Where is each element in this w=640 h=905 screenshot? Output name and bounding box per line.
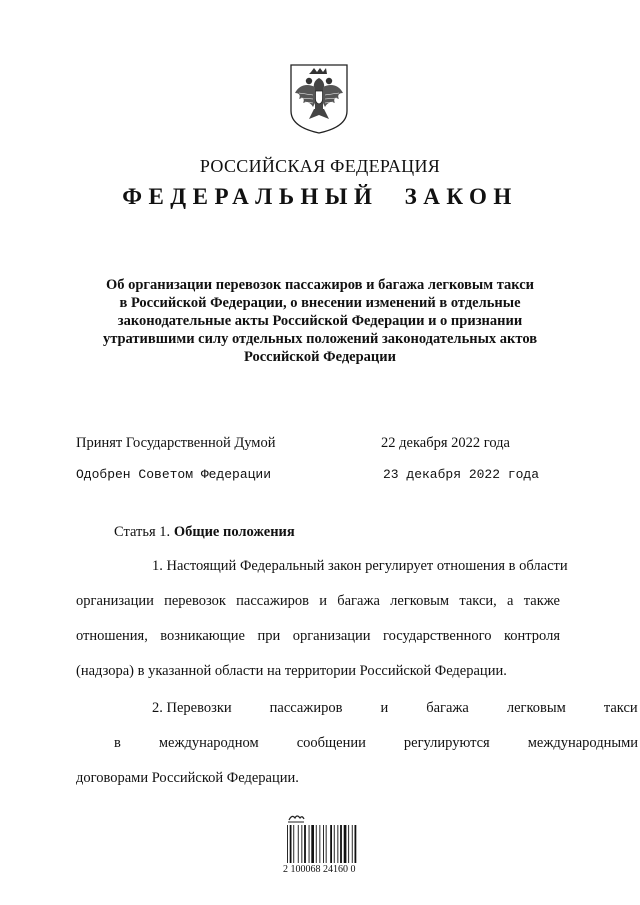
paragraph-line [76, 726, 639, 761]
word: такси [603, 700, 638, 716]
duma-adoption-row [76, 435, 566, 452]
word: международными [527, 735, 639, 751]
word: международном [158, 735, 259, 751]
law-title-line: Об организации перевозок пассажиров и багажа легковым такси [105, 277, 535, 293]
duma-adoption-label: Принят Государственной Думой [76, 435, 276, 451]
law-title [70, 276, 570, 366]
barcode [283, 812, 359, 882]
word: 2. Перевозки [152, 700, 232, 716]
paragraph-line [76, 654, 560, 689]
paragraph-line [76, 584, 560, 619]
duma-adoption-date: 22 декабря 2022 года [381, 435, 510, 451]
paragraph-text: (надзора) в указанной области на территории Российской Федерации. [76, 663, 507, 679]
word: регулируются [403, 735, 490, 751]
law-title-line: законодательные акты Российской Федерации и о признании [117, 313, 523, 329]
paragraph-text: 1. Настоящий Федеральный закон регулирует отношения в области [152, 558, 568, 574]
barcode-icon [287, 825, 359, 863]
article-heading [114, 524, 295, 541]
paragraph-line: договорами Российской Федерации. [76, 770, 299, 786]
paragraph-line [76, 619, 560, 654]
paragraph-text: организации перевозок пассажиров и багажа легковым такси, а также [76, 593, 560, 609]
word: пассажиров [269, 700, 343, 716]
state-emblem-icon [287, 63, 351, 135]
article-paragraph-1 [76, 549, 568, 689]
law-type-heading: ФЕДЕРАЛЬНЫЙ ЗАКОН [122, 184, 518, 209]
paragraph-line [76, 549, 568, 584]
council-approval-row [76, 467, 566, 482]
barcode-number: 2 100068 24160 0 [283, 864, 356, 875]
word: в [114, 735, 121, 751]
article-name: Общие положения [173, 524, 295, 540]
law-title-line: утратившими силу отдельных положений законодательных актов [102, 331, 538, 347]
law-title-line: в Российской Федерации, о внесении изменений в отдельные [119, 295, 521, 311]
council-approval-label: Одобрен Советом Федерации [76, 467, 272, 482]
paragraph-text: отношения, возникающие при организации государственного контроля [76, 628, 560, 644]
paragraph-line [76, 691, 638, 726]
word: и [380, 700, 389, 716]
article-paragraph-2 [76, 691, 639, 796]
word: легковым [506, 700, 566, 716]
article-number: Статья 1. [114, 524, 171, 540]
word: сообщении [296, 735, 366, 751]
word: багажа [426, 700, 469, 716]
state-name: РОССИЙСКАЯ ФЕДЕРАЦИЯ [199, 156, 441, 176]
council-approval-date: 23 декабря 2022 года [383, 467, 540, 482]
law-title-line: Российской Федерации [243, 349, 396, 365]
